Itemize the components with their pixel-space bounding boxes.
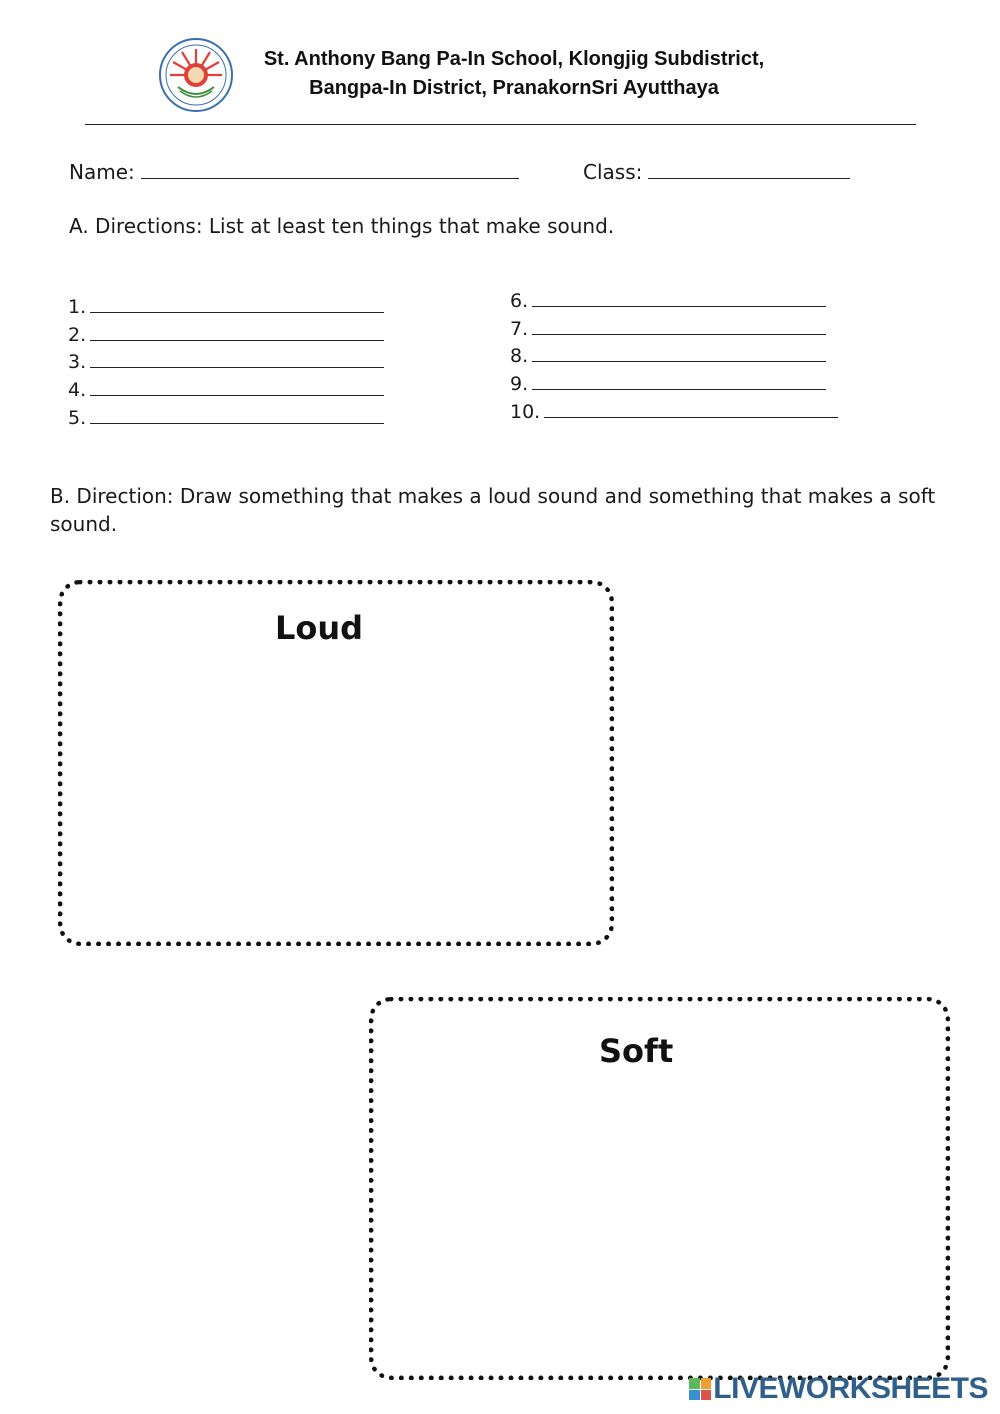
school-name-line-1: St. Anthony Bang Pa-In School, Klongjig Subdistrict, <box>263 48 765 70</box>
answer-line-9[interactable] <box>532 371 826 390</box>
section-a-directions: A. Directions: List at least ten things that make sound. <box>69 214 615 238</box>
header-divider <box>85 124 916 125</box>
section-b-directions-line-2: sound. <box>50 512 118 536</box>
school-name-line-2: Bangpa-In District, PranakornSri Ayutthaya <box>309 77 719 99</box>
answer-line-4[interactable] <box>90 377 384 396</box>
answer-line-3[interactable] <box>90 349 384 368</box>
section-b-directions-line-1: B. Direction: Draw something that makes a loud sound and something that makes a soft <box>50 484 936 508</box>
answer-line-10[interactable] <box>544 399 838 418</box>
list-item: 1. <box>68 294 384 318</box>
name-input-line[interactable] <box>141 160 519 179</box>
name-field <box>69 160 519 184</box>
answer-line-8[interactable] <box>532 343 826 362</box>
list-item: 5. <box>68 405 384 429</box>
school-seal-icon <box>158 37 234 113</box>
list-item: 4. <box>68 377 384 401</box>
class-input-line[interactable] <box>648 160 850 179</box>
answer-line-1[interactable] <box>90 294 384 313</box>
soft-box-title: Soft <box>599 1032 674 1070</box>
list-item: 9. <box>510 371 826 395</box>
answer-line-7[interactable] <box>532 316 826 335</box>
answer-line-6[interactable] <box>532 288 826 307</box>
liveworksheets-wordmark: LIVEWORKSHEETS <box>713 1372 988 1405</box>
list-item: 3. <box>68 349 384 373</box>
list-item: 10. <box>510 399 838 423</box>
liveworksheets-logo-icon <box>689 1378 711 1400</box>
list-item: 6. <box>510 288 826 312</box>
list-item: 7. <box>510 316 826 340</box>
answer-line-5[interactable] <box>90 405 384 424</box>
loud-box-title: Loud <box>275 609 364 647</box>
class-label: Class: <box>583 160 643 184</box>
list-item: 8. <box>510 343 826 367</box>
liveworksheets-brand <box>689 1372 988 1406</box>
class-field <box>583 160 850 184</box>
list-item: 2. <box>68 322 384 346</box>
answer-line-2[interactable] <box>90 322 384 341</box>
name-label: Name: <box>69 160 135 184</box>
